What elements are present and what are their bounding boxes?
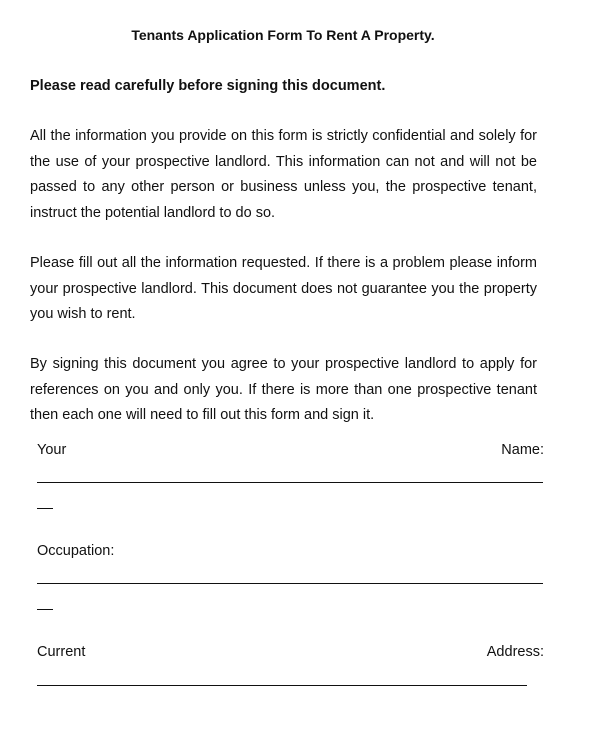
paragraph-confidentiality: All the information you provide on this form is strictly confidential and solely for the use of your prospective landlord. This information can not and will not be passed to any other person or business unless you, the prospective tenant, instruct the potential landlord to do so. (30, 128, 537, 221)
name-field (37, 442, 544, 462)
name-label-left: Your (37, 442, 67, 458)
paragraph-instructions: Please fill out all the information requested. If there is a problem please inform your prospective landlord. This document does not guarantee you the property you wish to rent. (30, 255, 537, 322)
document-title: Tenants Application Form To Rent A Property. (131, 27, 435, 43)
occupation-label: Occupation: (37, 543, 115, 559)
address-label-right: Address: (486, 644, 544, 660)
address-label-left: Current (37, 644, 86, 660)
name-fill-line-continued[interactable] (37, 508, 53, 509)
occupation-fill-line[interactable] (37, 583, 543, 584)
name-fill-line[interactable] (37, 482, 543, 483)
paragraph-consent: By signing this document you agree to your prospective landlord to apply for references on you and only you. If there is more than one prospective tenant then each one will need to fill out this form and sign it. (30, 356, 537, 423)
notice-heading: Please read carefully before signing this document. (30, 78, 386, 94)
occupation-fill-line-continued[interactable] (37, 609, 53, 610)
address-field (37, 644, 544, 664)
address-fill-line[interactable] (37, 685, 527, 686)
occupation-field (37, 543, 544, 563)
name-label-right: Name: (501, 442, 544, 458)
